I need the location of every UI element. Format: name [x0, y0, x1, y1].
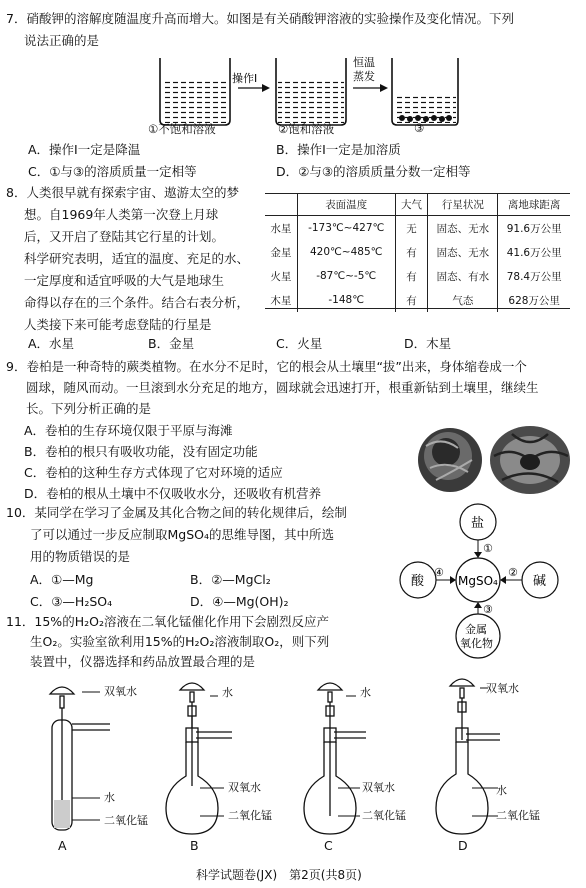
apparatus-b-top: 水: [222, 686, 233, 699]
table-cell: 420℃~485℃: [297, 240, 395, 264]
q9-line: 圆球，随风而动。一旦滚到水分充足的地方，圆球就会迅速打开，根重新钻到土壤里，继续生: [26, 380, 539, 395]
apparatus-a-top: 双氧水: [104, 685, 137, 698]
q11-line: 生O₂。实验室欲利用15%的H₂O₂溶液制取O₂，则下列: [30, 634, 330, 649]
q7-op2a-label: 恒温: [353, 56, 375, 69]
mgso4-mind-map: [388, 500, 578, 660]
q8-option-b[interactable]: B．金星: [148, 336, 195, 351]
apparatus-c-bot: 二氧化锰: [362, 809, 406, 822]
q8-line: 一定厚度和适宜呼吸的大气是地球生: [24, 273, 225, 288]
open-plant: [490, 426, 570, 494]
q7-op1-label: 操作Ⅰ: [232, 72, 258, 85]
table-row: [265, 240, 570, 264]
table-cell: 固态、无水: [428, 216, 498, 241]
q9-option-a[interactable]: A．卷柏的生存环境仅限于平原与海滩: [24, 423, 233, 438]
apparatus-b-bot: 二氧化锰: [228, 809, 272, 822]
q8-option-d[interactable]: D．木星: [404, 336, 452, 351]
table-row: [265, 288, 570, 312]
apparatus-a-letter[interactable]: A: [58, 838, 67, 853]
map-num-3: ③: [483, 603, 493, 616]
q7-op2b-label: 蒸发: [353, 70, 375, 83]
q10-line: 用的物质错误的是: [30, 549, 131, 564]
table-header: 表面温度: [297, 193, 395, 216]
map-bottom-label-2: 氧化物: [460, 637, 493, 650]
map-num-4: ④: [434, 566, 444, 579]
table-header: 大气: [395, 193, 428, 216]
apparatus-c-top: 水: [360, 686, 371, 699]
apparatus-a-bot: 二氧化锰: [104, 814, 148, 827]
table-cell: -87℃~-5℃: [297, 264, 395, 288]
q9-line: 长。下列分析正确的是: [26, 401, 152, 416]
table-row: [265, 264, 570, 288]
q11-stem: [6, 612, 329, 672]
q9-line: 9．卷柏是一种奇特的蕨类植物。在水分不足时，它的根会从土壤里“拔”出来，身体缩卷成一个: [6, 359, 527, 374]
table-header: 行星状况: [428, 193, 498, 216]
apparatus-d-top: 双氧水: [486, 682, 519, 695]
table-cell: 金星: [270, 246, 292, 259]
q9-option-b[interactable]: B．卷柏的根只有吸收功能，没有固定功能: [24, 444, 258, 459]
table-cell: 628万公里: [498, 288, 570, 312]
map-bottom-label-1: 金属: [465, 623, 487, 636]
q10-option-b[interactable]: B．②—MgCl₂: [190, 572, 271, 587]
q10-stem: [6, 502, 347, 568]
table-header: 离地球距离: [498, 193, 570, 216]
table-cell: 气态: [428, 288, 498, 312]
q7-option-a[interactable]: A．操作Ⅰ一定是降温: [28, 142, 141, 157]
q8-option-c[interactable]: C．火星: [276, 336, 323, 351]
table-row: [265, 216, 570, 241]
table-cell: 火星: [270, 270, 292, 283]
q7-option-c[interactable]: C．①与③的溶质质量一定相等: [28, 164, 197, 179]
table-cell: 木星: [270, 294, 292, 307]
q7-caption-1: ①不饱和溶液: [148, 122, 216, 136]
q9-stem: [6, 356, 539, 419]
q7-caption-3: ③: [414, 121, 425, 135]
q7-caption-2: ②饱和溶液: [278, 122, 335, 136]
table-cell: 固态、有水: [428, 264, 498, 288]
apparatus-d-mid: 水: [496, 784, 507, 797]
q10-option-d[interactable]: D．④—Mg(OH)₂: [190, 594, 289, 609]
apparatus-b-letter[interactable]: B: [190, 838, 199, 853]
table-cell: 水星: [270, 222, 292, 235]
table-cell: 无: [395, 216, 428, 241]
q7-option-d[interactable]: D．②与③的溶质质量分数一定相等: [276, 164, 471, 179]
table-cell: 41.6万公里: [498, 240, 570, 264]
apparatus-d-bot: 二氧化锰: [496, 809, 540, 822]
q8-line: 后，又开启了登陆其它行星的计划。: [24, 229, 225, 244]
apparatus-b-mid: 双氧水: [228, 781, 261, 794]
table-cell: 有: [395, 240, 428, 264]
q7-option-b[interactable]: B．操作Ⅰ一定是加溶质: [276, 142, 401, 157]
q8-line: 命得以存在的三个条件。结合右表分析，: [24, 295, 250, 310]
map-right-label: 碱: [533, 574, 547, 589]
q9-option-d[interactable]: D．卷柏的根从土壤中不仅吸收水分，还吸收有机营养: [24, 486, 322, 501]
q10-line: 了可以通过一步反应制取MgSO₄的思维导图，其中所选: [30, 527, 335, 542]
q7-stem-line2: 说法正确的是: [24, 33, 100, 48]
table-cell: 固态、无水: [428, 240, 498, 264]
map-left-label: 酸: [411, 574, 425, 589]
map-center-label: MgSO₄: [458, 574, 498, 588]
q8-line: 人类接下来可能考虑登陆的行星是: [24, 317, 212, 332]
curled-plant: [418, 428, 482, 492]
q11-line: 装置中，仪器选择和药品放置最合理的是: [30, 654, 256, 669]
page-footer: 科学试题卷(JX) 第2页(共8页): [196, 868, 362, 882]
q8-line: 科学研究表明，适宜的温度、充足的水、: [24, 251, 250, 266]
q9-option-c[interactable]: C．卷柏的这种生存方式体现了它对环境的适应: [24, 465, 283, 480]
beaker-2: [276, 58, 346, 125]
table-cell: 91.6万公里: [498, 216, 570, 241]
q9-options: [24, 420, 321, 504]
selaginella-photo: [412, 416, 572, 498]
q8-option-a[interactable]: A．水星: [28, 336, 75, 351]
table-cell: -173℃~427℃: [297, 216, 395, 241]
q10-option-a[interactable]: A．①—Mg: [30, 572, 94, 587]
q10-line: 10．某同学在学习了金属及其化合物之间的转化规律后，绘制: [6, 505, 347, 520]
map-num-1: ①: [483, 542, 493, 555]
apparatus-d-letter[interactable]: D: [458, 838, 468, 853]
map-num-2: ②: [508, 566, 518, 579]
q7-stem-line1: 7．硝酸钾的溶解度随温度升高而增大。如图是有关硝酸钾溶液的实验操作及变化情况。下列: [6, 11, 514, 26]
q8-line: 想。自1969年人类第一次登上月球: [24, 207, 219, 222]
table-cell: 有: [395, 288, 428, 312]
table-cell: 有: [395, 264, 428, 288]
beaker-3: [392, 58, 458, 125]
q10-option-c[interactable]: C．③—H₂SO₄: [30, 594, 113, 609]
table-cell: 78.4万公里: [498, 264, 570, 288]
q8-stem: [6, 182, 249, 336]
planet-table: [265, 193, 570, 312]
table-cell: -148℃: [297, 288, 395, 312]
apparatus-c-mid: 双氧水: [362, 781, 395, 794]
beaker-1: [160, 58, 230, 125]
table-header: [265, 193, 297, 216]
apparatus-a-mid: 水: [104, 791, 115, 804]
map-top-label: 盐: [471, 516, 485, 531]
q8-line: 8．人类很早就有探索宇宙、遨游太空的梦: [6, 185, 239, 200]
q11-line: 11．15%的H₂O₂溶液在二氧化锰催化作用下会剧烈反应产: [6, 614, 329, 629]
apparatus-c-letter[interactable]: C: [324, 838, 333, 853]
